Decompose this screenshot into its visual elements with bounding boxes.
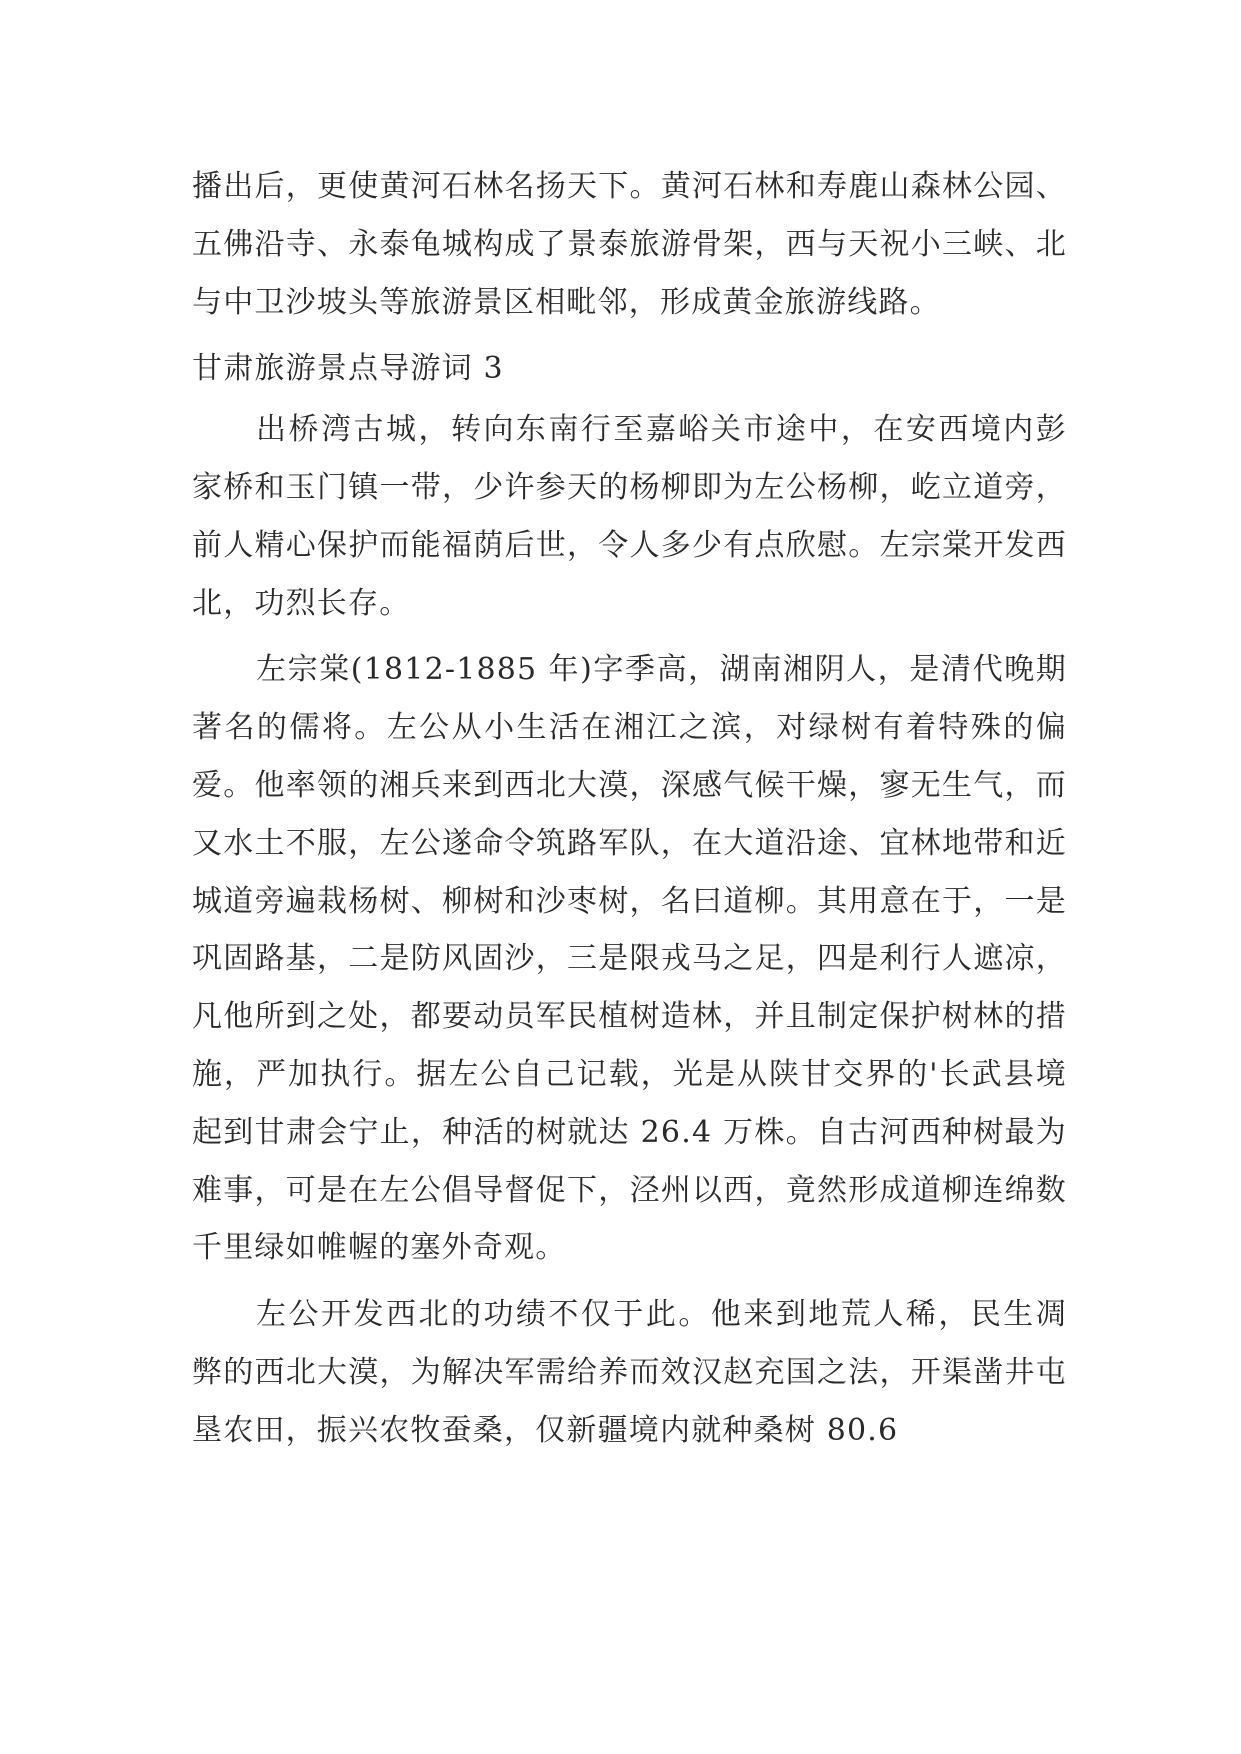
paragraph-continuation: 播出后，更使黄河石林名扬天下。黄河石林和寿鹿山森林公园、五佛沿寺、永泰龟城构成了景泰旅游骨架，西与天祝小三峡、北与中卫沙坡头等旅游景区相毗邻，形成黄金旅游线路。 xyxy=(192,169,1067,320)
paragraph-qiaowan: 出桥湾古城，转向东南行至嘉峪关市途中，在安西境内彭家桥和玉门镇一带，少许参天的杨柳即为左公杨柳，屹立道旁，前人精心保护而能福荫后世，令人多少有点欣慰。左宗棠开发西北，功烈长存。 xyxy=(192,412,1067,621)
paragraph-zuo-zongtang: 左宗棠(1812-1885 年)字季高，湖南湘阴人，是清代晚期著名的儒将。左公从小生活在湘江之滨，对绿树有着特殊的偏爱。他率领的湘兵来到西北大漠，深感气候干燥，寥无生气，而又水土不服，左公遂命令筑路军队，在大道沿途、宜林地带和近城道旁遍栽杨树、柳树和沙枣树，名曰道柳。其用意在于，一是巩固路基，二是防风固沙，三是限戎马之足，四是利行人遮凉，凡他所到之处，都要动员军民植树造林，并且制定保护树林的措施，严加执行。据左公自己记载，光是从陕甘交界的'长武县境起到甘肃会宁止，种活的树就达 26.4 万株。自古河西种树最为难事，可是在左公倡导督促下，泾州以西，竟然形成道柳连绵数千里绿如帷幄的塞外奇观。 xyxy=(192,652,1067,1266)
document-body xyxy=(192,158,1067,1469)
paragraph-achievements: 左公开发西北的功绩不仅于此。他来到地荒人稀，民生凋弊的西北大漠，为解决军需给养而效汉赵充国之法，开渠凿井屯垦农田，振兴农牧蚕桑，仅新疆境内就种桑树 80.6 xyxy=(192,1297,1067,1448)
section-heading: 甘肃旅游景点导游词 3 xyxy=(192,351,504,387)
